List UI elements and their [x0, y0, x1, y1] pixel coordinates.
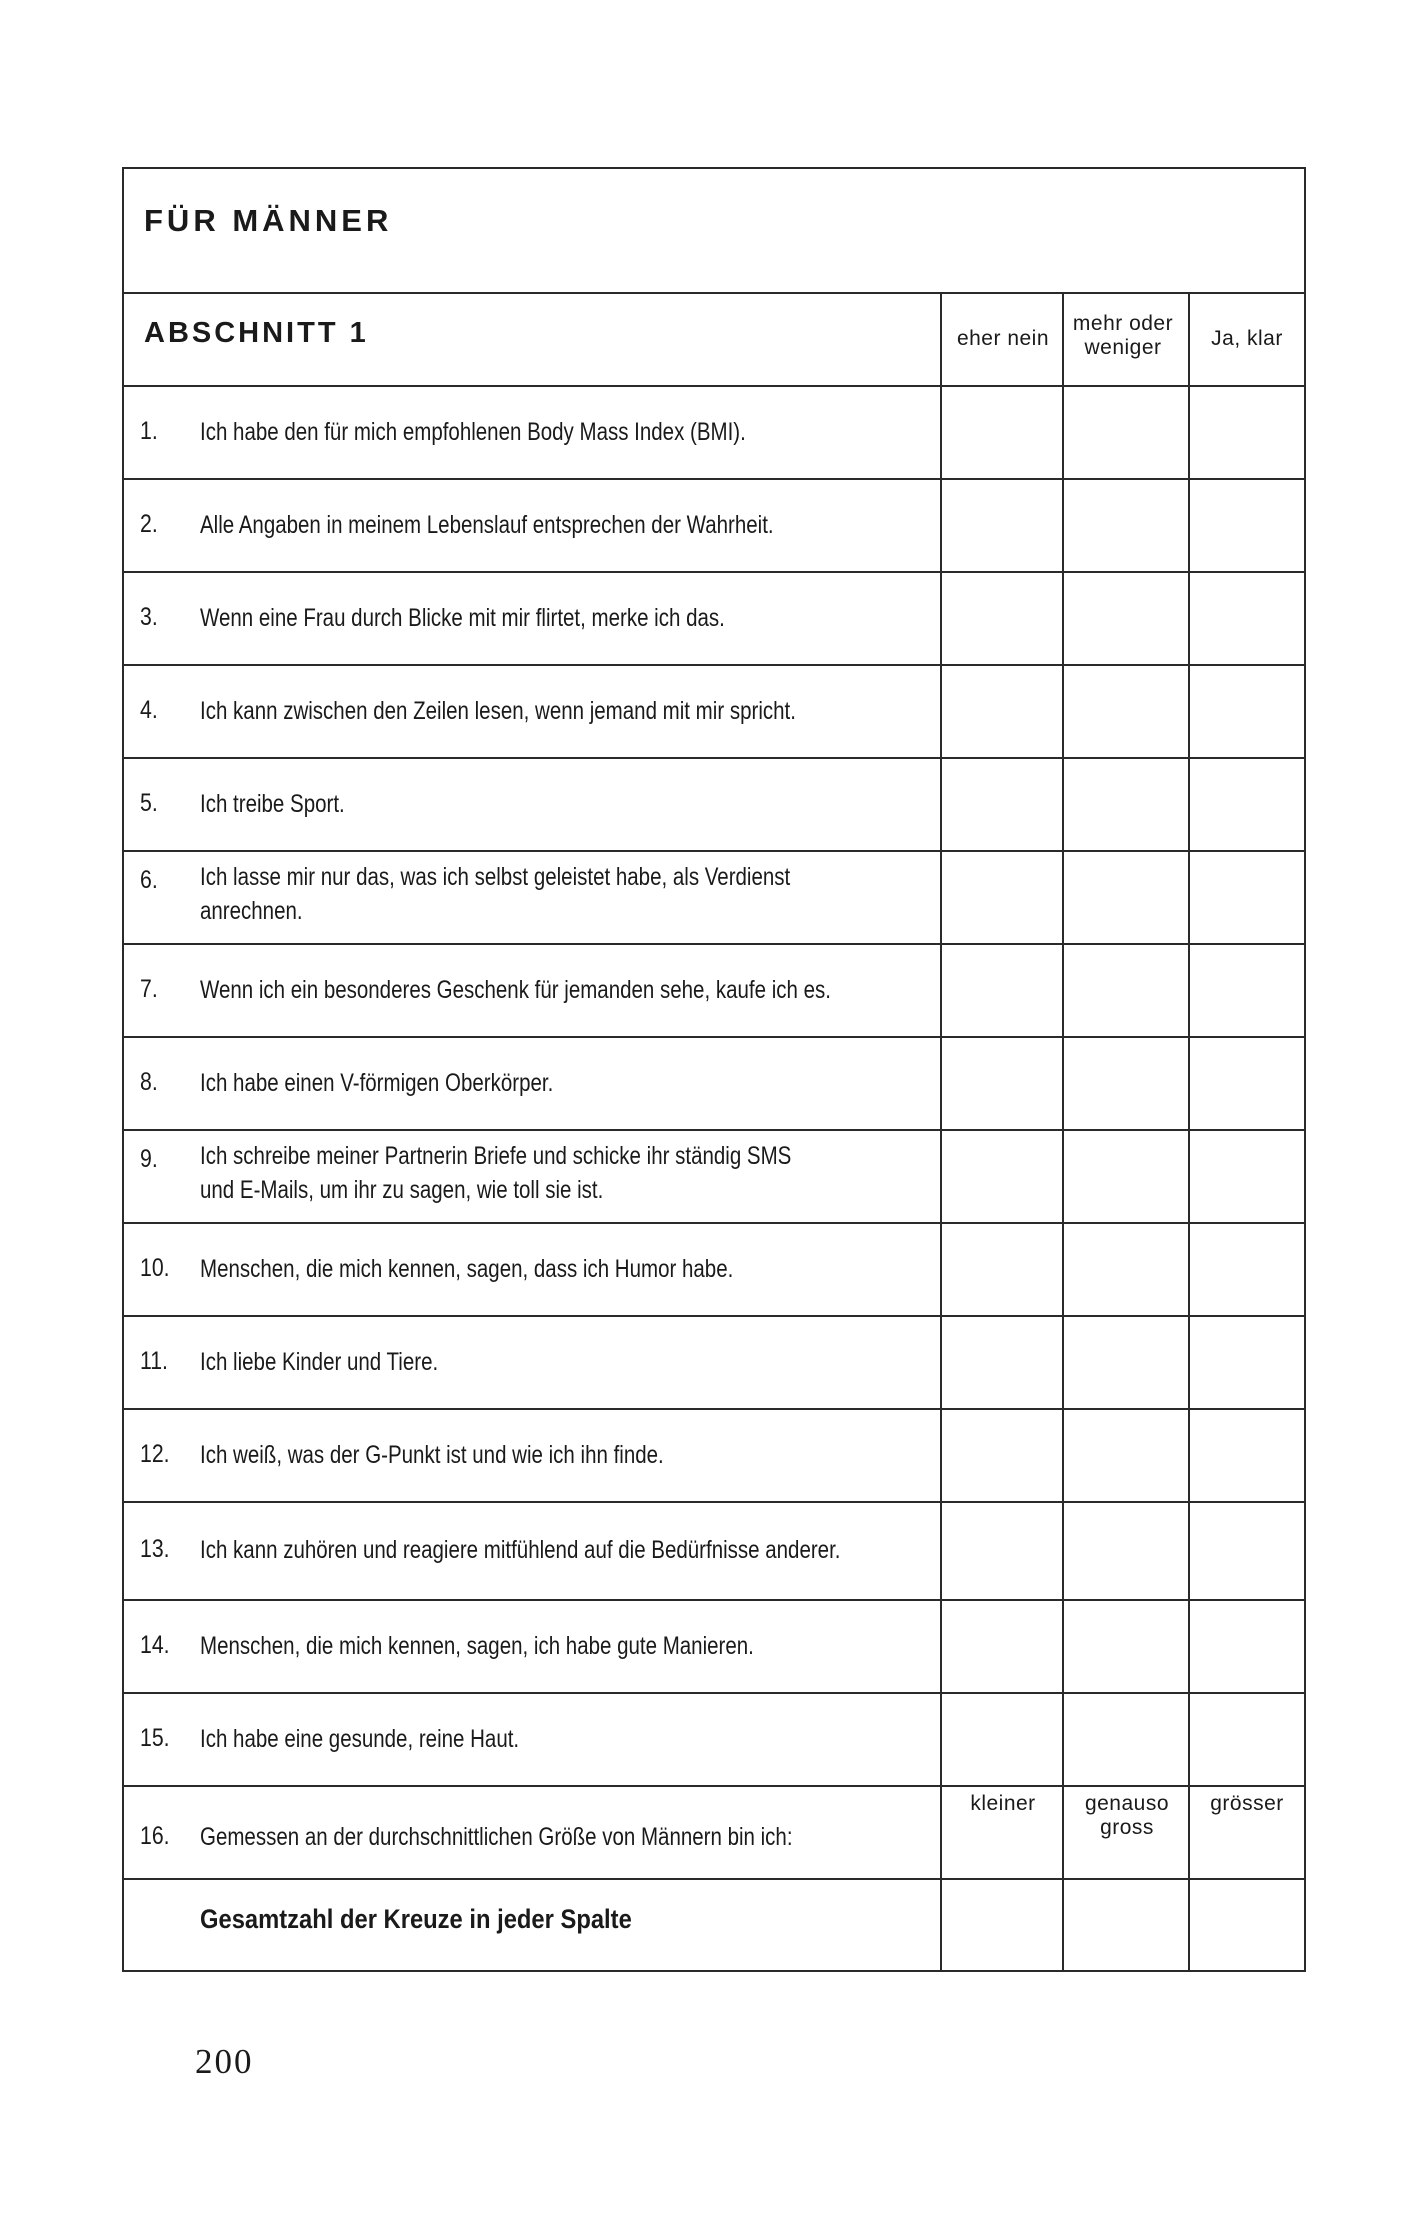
answer-cell[interactable]: [942, 573, 1060, 662]
question-text: Ich habe eine gesunde, reine Haut.: [200, 1724, 520, 1753]
row-divider: [122, 664, 1306, 666]
question-number: 12.: [140, 1439, 170, 1468]
answer-cell[interactable]: [1190, 1038, 1302, 1127]
answer-cell[interactable]: [1064, 1503, 1186, 1597]
page-number: 200: [195, 2042, 254, 2081]
row-divider: [122, 385, 1306, 387]
answer-cell[interactable]: [1190, 573, 1302, 662]
answer-cell[interactable]: [1064, 573, 1186, 662]
row16-header-groesser: grösser: [1210, 1792, 1284, 1815]
table-border-bottom: [122, 1970, 1306, 1972]
table-border-top: [122, 167, 1306, 169]
question-text: Alle Angaben in meinem Lebenslauf entsprechen der Wahrheit.: [200, 510, 774, 539]
column-divider: [940, 292, 942, 1970]
answer-cell[interactable]: [1064, 852, 1186, 941]
answer-cell[interactable]: [942, 1410, 1060, 1499]
answer-cell[interactable]: [942, 666, 1060, 755]
answer-cell[interactable]: [1064, 387, 1186, 476]
question-number: 15.: [140, 1723, 170, 1752]
question-number: 14.: [140, 1630, 170, 1659]
answer-cell[interactable]: [1064, 480, 1186, 569]
row-divider: [122, 1036, 1306, 1038]
row-divider: [122, 1599, 1306, 1601]
answer-cell[interactable]: [1064, 1410, 1186, 1499]
question-number: 2.: [140, 509, 158, 538]
table-row: [122, 478, 1306, 571]
question-number: 11.: [140, 1346, 168, 1375]
answer-cell[interactable]: [1190, 1601, 1302, 1690]
answer-cell[interactable]: [1064, 945, 1186, 1034]
answer-cell[interactable]: [942, 480, 1060, 569]
total-cell[interactable]: [1064, 1880, 1186, 1968]
row16-header-genauso-gross: genauso gross: [1084, 1792, 1170, 1839]
answer-cell[interactable]: [1064, 1317, 1186, 1406]
table-row: [122, 571, 1306, 664]
answer-cell[interactable]: [1190, 1694, 1302, 1783]
question-number: 13.: [140, 1535, 170, 1563]
table-row: [122, 1501, 1306, 1599]
total-cell[interactable]: [1190, 1880, 1302, 1968]
row-divider: [122, 1692, 1306, 1694]
answer-cell[interactable]: [1064, 759, 1186, 848]
column-header-ja-klar: Ja, klar: [1211, 327, 1283, 350]
row-divider: [122, 850, 1306, 852]
row-divider: [122, 1129, 1306, 1131]
question-text: Ich weiß, was der G-Punkt ist und wie ich ihn finde.: [200, 1440, 664, 1469]
answer-cell[interactable]: [1190, 1131, 1302, 1220]
answer-cell[interactable]: [942, 1224, 1060, 1313]
answer-cell[interactable]: [1190, 852, 1302, 941]
questionnaire-table: [122, 167, 1306, 1970]
question-text: Gemessen an der durchschnittlichen Größe von Männern bin ich:: [200, 1822, 793, 1851]
answer-cell[interactable]: [1190, 1224, 1302, 1313]
table-row: [122, 1408, 1306, 1501]
table-row: [122, 1222, 1306, 1315]
row-divider: [122, 1785, 1306, 1787]
answer-cell[interactable]: [1190, 1317, 1302, 1406]
answer-cell[interactable]: [942, 852, 1060, 941]
answer-cell[interactable]: [942, 1038, 1060, 1127]
total-cell[interactable]: [942, 1880, 1060, 1968]
question-number: 8.: [140, 1067, 158, 1096]
answer-cell[interactable]: [1190, 1503, 1302, 1597]
question-text: Wenn ich ein besonderes Geschenk für jemanden sehe, kaufe ich es.: [200, 975, 831, 1004]
table-row: [122, 943, 1306, 1036]
table-border-right: [1304, 167, 1306, 1970]
answer-cell[interactable]: [1190, 480, 1302, 569]
table-row: [122, 1315, 1306, 1408]
question-text: Ich schreibe meiner Partnerin Briefe und schicke ihr ständig SMS und E-Mails, um ihr zu sagen, wie toll sie ist.: [200, 1142, 792, 1204]
row-divider: [122, 757, 1306, 759]
table-title: FÜR MÄNNER: [144, 203, 393, 238]
row-divider: [122, 478, 1306, 480]
row-divider: [122, 1222, 1306, 1224]
row-divider: [122, 1315, 1306, 1317]
answer-cell[interactable]: [1190, 945, 1302, 1034]
question-number: 9.: [140, 1145, 158, 1173]
answer-cell[interactable]: [1190, 666, 1302, 755]
answer-cell[interactable]: [942, 1503, 1060, 1597]
row-divider: [122, 571, 1306, 573]
answer-cell[interactable]: [1064, 1224, 1186, 1313]
answer-cell[interactable]: [942, 1317, 1060, 1406]
total-label: Gesamtzahl der Kreuze in jeder Spalte: [200, 1904, 632, 1934]
table-row: [122, 757, 1306, 850]
question-text: Ich habe den für mich empfohlenen Body Mass Index (BMI).: [200, 417, 746, 446]
question-text: Wenn eine Frau durch Blicke mit mir flirtet, merke ich das.: [200, 603, 725, 632]
table-row: [122, 664, 1306, 757]
question-number: 6.: [140, 866, 158, 894]
section-label: ABSCHNITT 1: [144, 317, 369, 349]
row-divider: [122, 1408, 1306, 1410]
answer-cell[interactable]: [1064, 1601, 1186, 1690]
question-number: 1.: [140, 416, 158, 445]
answer-cell[interactable]: [1064, 666, 1186, 755]
answer-cell[interactable]: [1190, 1410, 1302, 1499]
question-text: Menschen, die mich kennen, sagen, dass ich Humor habe.: [200, 1254, 734, 1283]
question-text: Ich kann zuhören und reagiere mitfühlend auf die Bedürfnisse anderer.: [200, 1536, 841, 1564]
answer-cell[interactable]: [942, 1694, 1060, 1783]
question-number: 16.: [140, 1821, 170, 1850]
answer-cell[interactable]: [1064, 1694, 1186, 1783]
column-divider: [1062, 292, 1064, 1970]
column-divider: [1188, 292, 1190, 1970]
answer-cell[interactable]: [942, 387, 1060, 476]
table-row: [122, 1692, 1306, 1785]
question-number: 5.: [140, 788, 158, 817]
column-header-eher-nein: eher nein: [956, 327, 1050, 350]
answer-cell[interactable]: [942, 945, 1060, 1034]
question-number: 10.: [140, 1253, 170, 1282]
question-number: 7.: [140, 974, 158, 1003]
question-text: Menschen, die mich kennen, sagen, ich habe gute Manieren.: [200, 1631, 754, 1660]
answer-cell[interactable]: [942, 1601, 1060, 1690]
answer-cell[interactable]: [1064, 1038, 1186, 1127]
question-text: Ich treibe Sport.: [200, 789, 345, 818]
table-row: [122, 850, 1306, 943]
answer-cell[interactable]: [942, 759, 1060, 848]
question-text: Ich kann zwischen den Zeilen lesen, wenn jemand mit mir spricht.: [200, 696, 796, 725]
table-border-left: [122, 167, 124, 1970]
question-text: Ich habe einen V-förmigen Oberkörper.: [200, 1068, 554, 1097]
column-header-mehr-oder-weniger: mehr oder weniger: [1072, 312, 1174, 359]
answer-cell[interactable]: [1190, 387, 1302, 476]
answer-cell[interactable]: [942, 1131, 1060, 1220]
table-row: [122, 1036, 1306, 1129]
question-number: 3.: [140, 602, 158, 631]
answer-cell[interactable]: [1190, 759, 1302, 848]
row-divider: [122, 292, 1306, 294]
answer-cell[interactable]: [1064, 1131, 1186, 1220]
row-divider: [122, 1501, 1306, 1503]
table-row: [122, 385, 1306, 478]
question-text: Ich liebe Kinder und Tiere.: [200, 1347, 439, 1376]
row16-header-kleiner: kleiner: [970, 1792, 1036, 1815]
table-row: [122, 1599, 1306, 1692]
question-number: 4.: [140, 695, 158, 724]
question-text: Ich lasse mir nur das, was ich selbst geleistet habe, als Verdienst anrechnen.: [200, 863, 791, 925]
row-divider: [122, 943, 1306, 945]
table-row: [122, 1129, 1306, 1222]
